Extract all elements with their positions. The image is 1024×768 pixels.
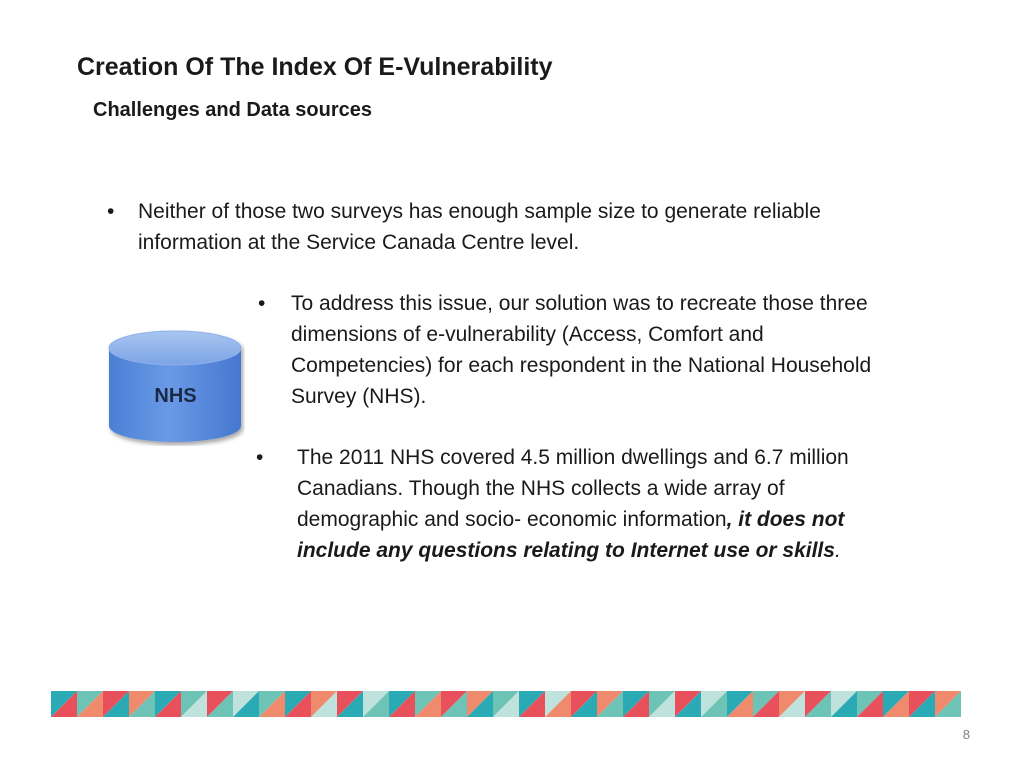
slide-title: Creation Of The Index Of E-Vulnerability — [77, 53, 553, 81]
slide-subtitle: Challenges and Data sources — [93, 99, 372, 121]
bullet-text-emphasis: , it does not include any questions relating to Internet use or skills — [297, 508, 845, 562]
bullet-marker: • — [107, 200, 115, 223]
bullet-text — [297, 442, 896, 566]
nhs-database-icon — [106, 328, 245, 446]
bullet-text: To address this issue, our solution was to recreate those three dimensions of e-vulnerability (Access, Comfort and Competencies) for each respondent in the National Household Survey (NHS). — [291, 292, 872, 408]
bullet-marker: • — [256, 446, 264, 469]
bullet-text-end: . — [834, 539, 841, 562]
nhs-label: NHS — [154, 385, 197, 407]
bullet-sample-size — [107, 196, 907, 258]
decorative-triangle-strip — [51, 691, 973, 717]
page-number: 8 — [962, 727, 970, 742]
bullet-nhs-coverage — [256, 442, 896, 566]
bullet-text: Neither of those two surveys has enough sample size to generate reliable information at the Service Canada Centre level. — [138, 200, 821, 254]
bullet-text-plain: The 2011 NHS covered 4.5 million dwellings and 6.7 million Canadians. Though the NHS collects a wide array of demographic and socio- economic information — [297, 446, 849, 531]
bullet-solution — [258, 288, 898, 412]
bullet-marker: • — [258, 292, 266, 315]
